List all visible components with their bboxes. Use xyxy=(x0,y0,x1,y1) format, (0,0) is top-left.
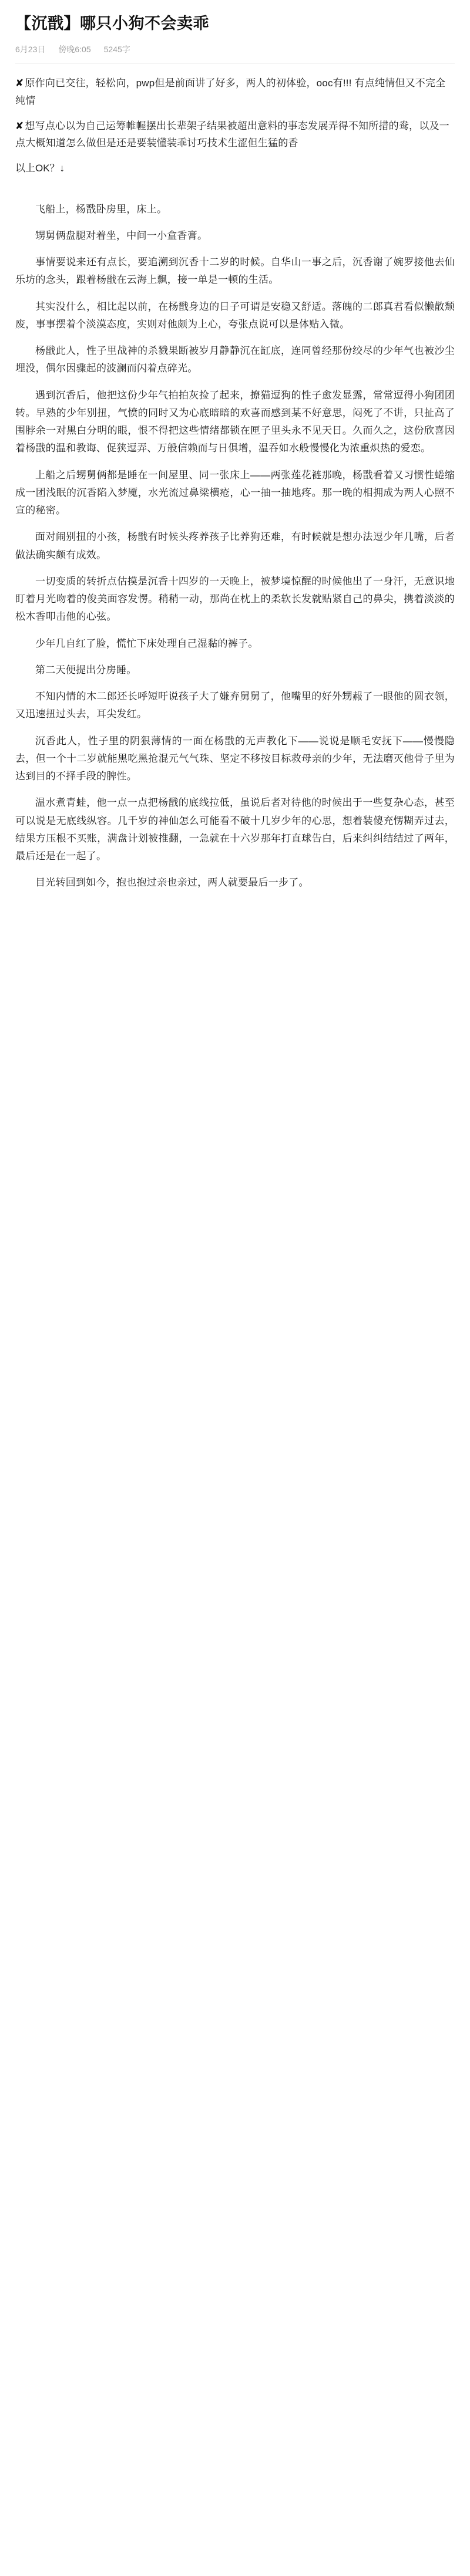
paragraph: 一切变质的转折点估摸是沉香十四岁的一天晚上，被梦境惊醒的时候他出了一身汗，无意识地盯着月光吻着的俊美面容发愣。稍稍一动，那尚在枕上的柔软长发就贴紧自己的鼻尖，携着淡淡的松木香叩击他的心弦。 xyxy=(15,575,455,623)
paragraph: 沉香此人，性子里的阴狠薄情的一面在杨戬的无声教化下——说说是顺毛安抚下——慢慢隐去，但一个十二岁就能黑吃黑抢混元气气珠、坚定不移按目标救母亲的少年，无法磨灭他骨子里为达到目的不择手段的脾性。 xyxy=(15,735,455,782)
note-text: 想写点心以为自己运筹帷幄摆出长辈架子结果被超出意料的事态发展弄得不知所措的鸯，以及一点大概知道怎么做但是还是要装懂装乖讨巧技术生涩但生猛的香 xyxy=(15,120,449,149)
paragraph: 飞船上，杨戬卧房里，床上。 xyxy=(35,203,167,215)
paragraph: 目光转回到如今，抱也抱过亲也亲过，两人就要最后一步了。 xyxy=(35,877,309,889)
note-mark-icon: ✘ xyxy=(15,120,24,131)
paragraph: 不知内情的木二郎还长呼短吁说孩子大了嫌弃舅舅了，他嘴里的好外甥赧了一眼他的圆衣领，又迅速扭过头去，耳尖发红。 xyxy=(15,691,455,720)
paragraph: 杨戬此人，性子里战神的杀戮果断被岁月静静沉在缸底，连同曾经那份绞尽的少年气也被沙尘埋没，偶尔因骤起的波澜而闪着点碎光。 xyxy=(15,345,455,374)
paragraph: 遇到沉香后，他把这份少年气拍拍灰捡了起来，撩猫逗狗的性子愈发显露，常常逗得小狗团团转。早熟的少年别扭，气愤的同时又为心底暗暗的欢喜而感到某不好意思，闷死了不讲，只扯高了围脖余一对黑白分明的眼，恨不得把这些情绪都锁在匣子里头永不见天日。久而久之，这份欣喜因着杨戬的温和教诲、促狭逗弄、万般信赖而与日俱增，温吞如水般慢慢化为浓重炽热的爱恋。 xyxy=(15,389,455,454)
publish-time: 傍晚6:05 xyxy=(58,45,91,55)
note-text: 原作向已交往，轻松向，pwp但是前面讲了好多，两人的初体验，ooc有!!! 有点纯情但又不完全纯情 xyxy=(15,77,446,106)
divider xyxy=(15,63,455,64)
paragraph: 其实没什么，相比起以前，在杨戬身边的日子可谓是安稳又舒适。落魄的二郎真君看似懒散颓废，事事摆着个淡漠态度，实则对他颇为上心，夸张点说可以是体贴入微。 xyxy=(15,301,455,330)
paragraph: 第二天便提出分房睡。 xyxy=(35,664,137,676)
word-count: 5245字 xyxy=(103,45,130,55)
author-note-2 xyxy=(15,117,455,151)
author-note-1 xyxy=(15,75,455,109)
paragraph: 甥舅俩盘腿对着坐，中间一小盒香膏。 xyxy=(35,229,208,241)
spacer xyxy=(15,183,455,201)
paragraph: 事情要说来还有点长，要追溯到沉香十二岁的时候。自华山一事之后，沉香谢了婉罗接他去仙乐坊的念头，跟着杨戬在云海上飘，接一单是一顿的生活。 xyxy=(15,256,455,286)
paragraph: 少年几自红了脸，慌忙下床处理自己湿黏的裤子。 xyxy=(35,637,258,649)
article-body xyxy=(15,201,455,892)
article-meta xyxy=(15,43,455,55)
paragraph: 面对闹别扭的小孩，杨戬有时候头疼养孩子比养狗还难，有时候就是想办法逗少年几嘴，后者做法确实颇有成效。 xyxy=(15,531,455,561)
author-note-confirm: 以上OK？↓ xyxy=(15,163,65,174)
publish-date: 6月23日 xyxy=(15,45,46,55)
page-title: 【沉戬】哪只小狗不会卖乖 xyxy=(15,15,209,32)
note-mark-icon: ✘ xyxy=(15,77,24,89)
article-page xyxy=(0,0,470,924)
paragraph: 上船之后甥舅俩都是睡在一间屋里、同一张床上——两张莲花裢那晚，杨戬看着又习惯性蜷缩成一团浅眠的沉香陷入梦魇，水光流过鼻梁横疮，心一抽一抽地疼。那一晚的相拥成为两人心照不宣的秘密。 xyxy=(15,469,455,516)
paragraph: 温水煮青蛙，他一点一点把杨戬的底线拉低，虽说后者对待他的时候出于一些复杂心态，甚至可以说是无底线纵容。几千岁的神仙怎么可能看不破十几岁少年的心思，想着装傻充愣糊弄过去，结果方压根不买账，满盘计划被推翻，一急就在十六岁那年打直球告白，后来纠纠结结过了两年，最后还是在一起了。 xyxy=(15,797,455,862)
